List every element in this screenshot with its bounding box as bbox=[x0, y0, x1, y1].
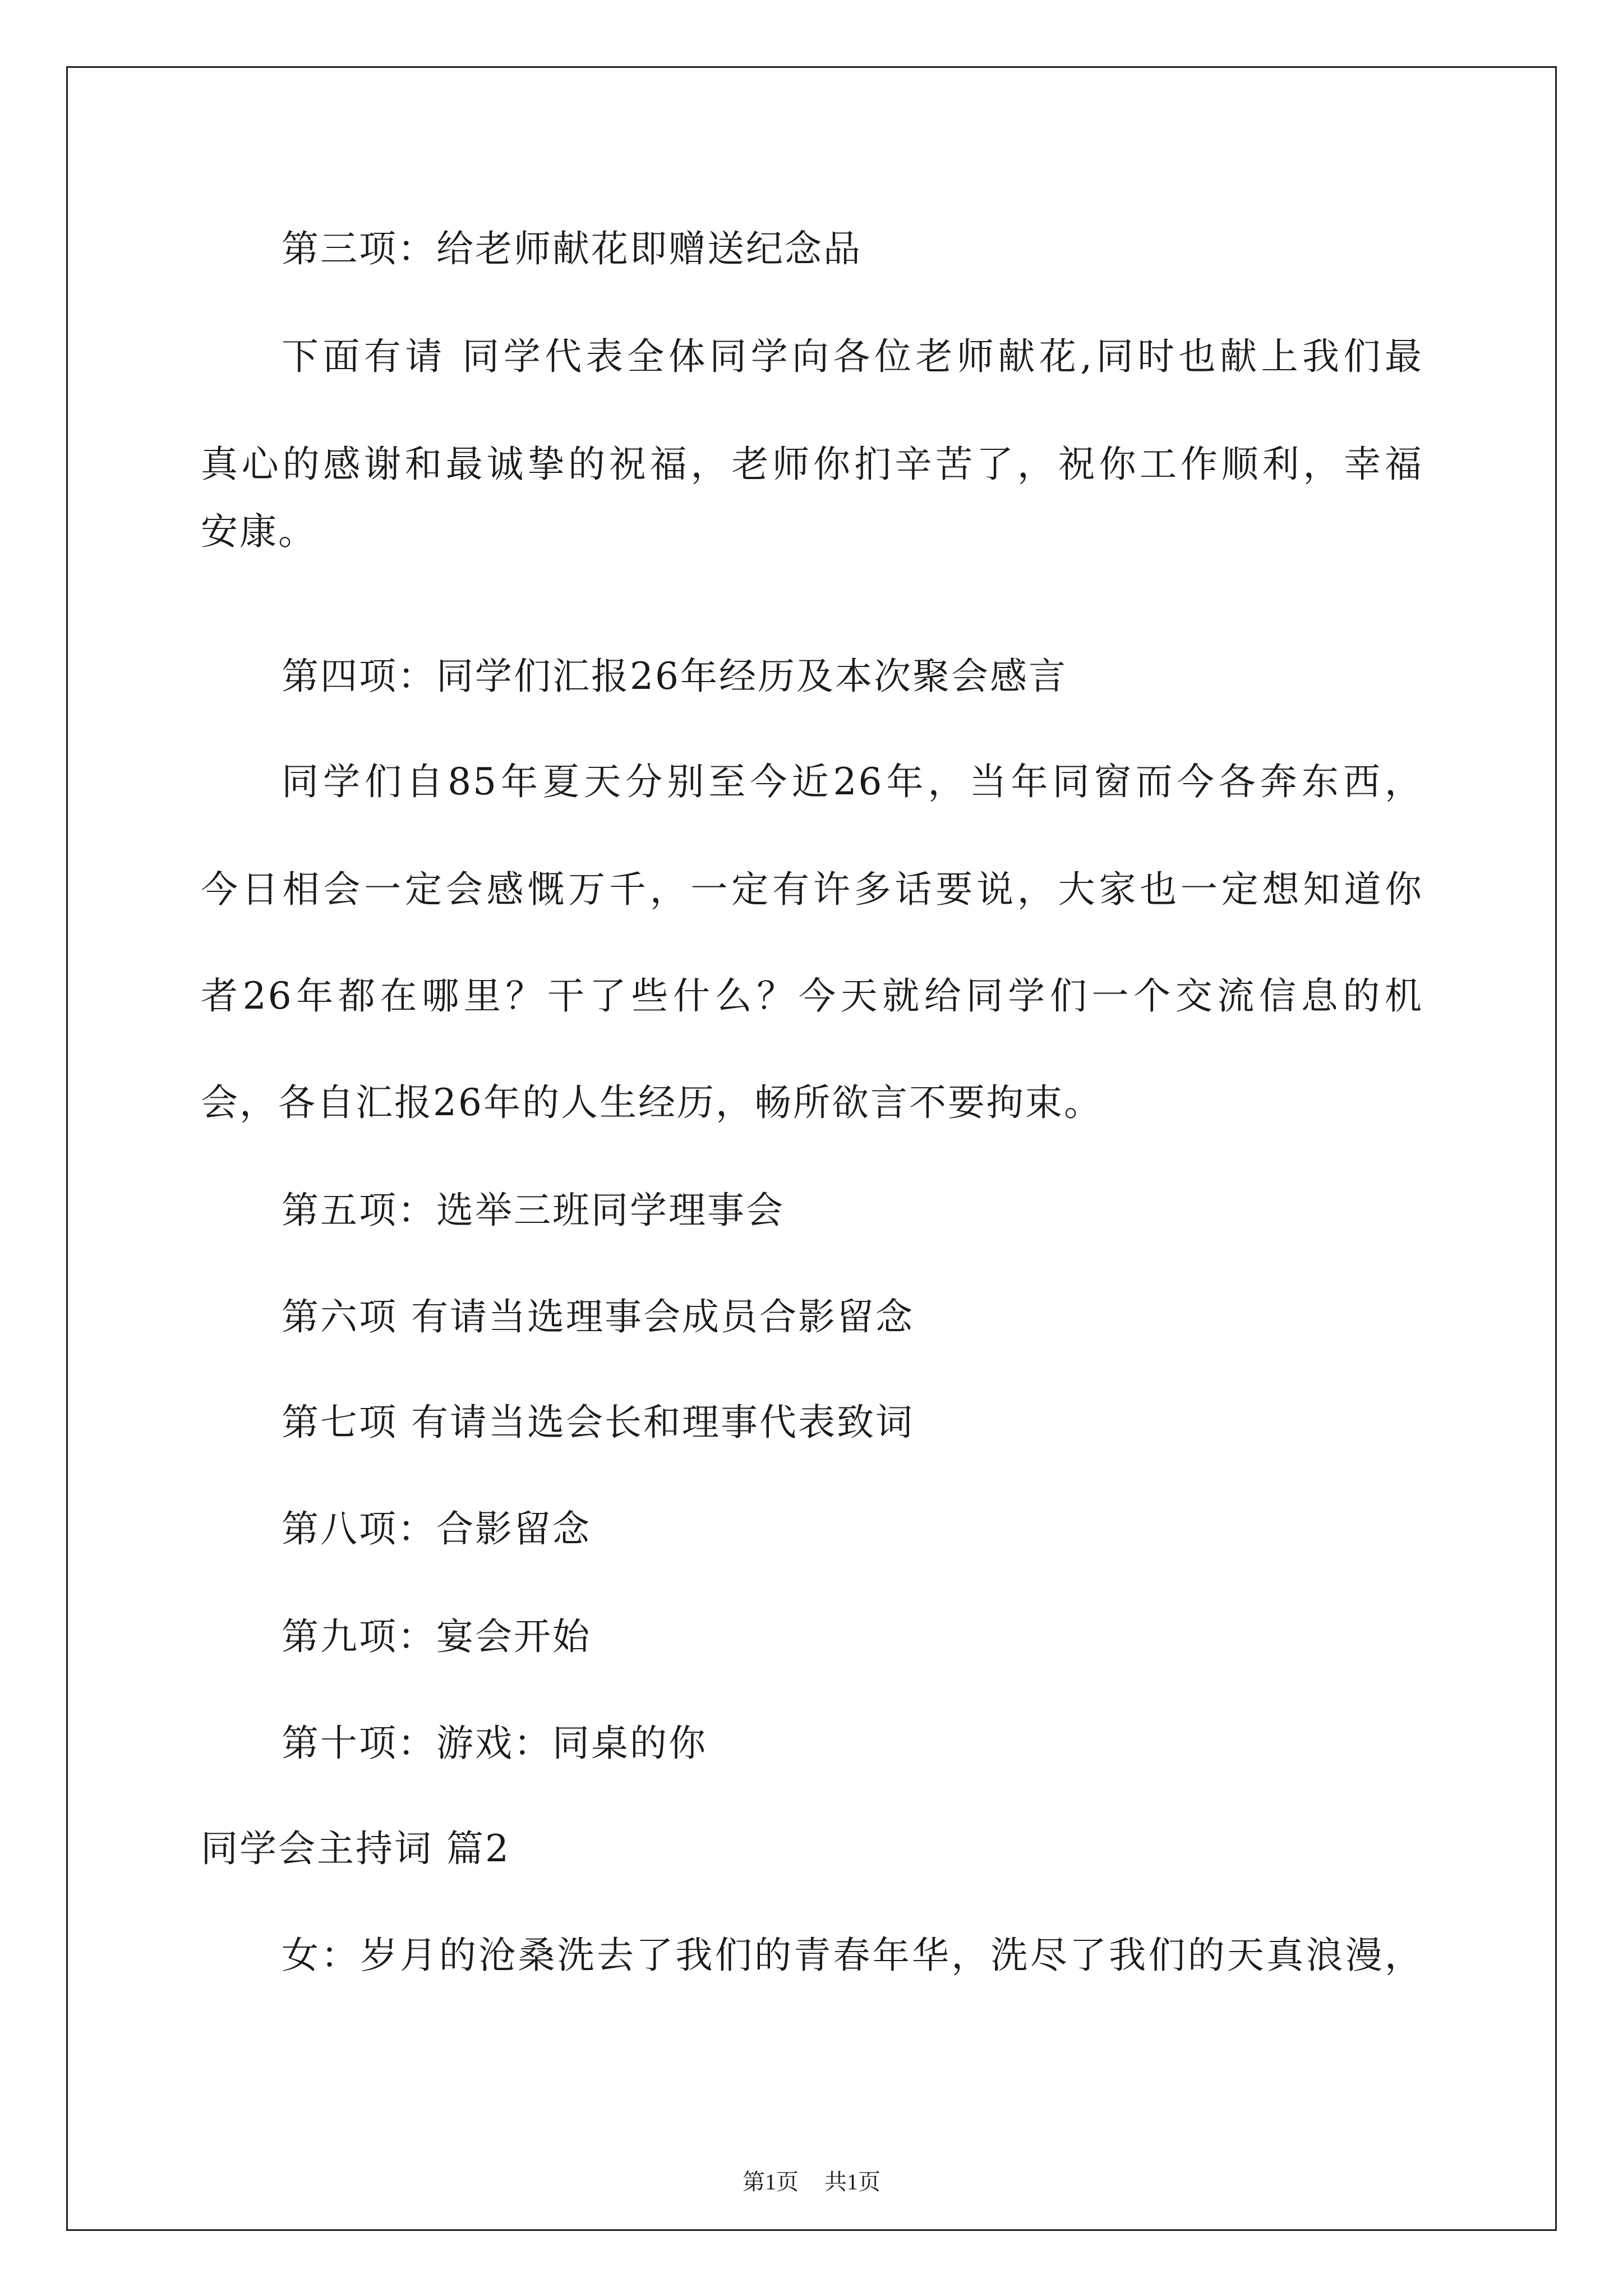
page-border bbox=[66, 66, 1557, 2231]
agenda-item-5: 第五项：选举三班同学理事会 bbox=[282, 1189, 785, 1232]
agenda-item-3: 第三项：给老师献花即赠送纪念品 bbox=[282, 227, 862, 270]
paragraph-line: 会，各自汇报26年的人生经历，畅所欲言不要拘束。 bbox=[201, 1081, 1103, 1124]
agenda-item-6: 第六项 有请当选理事会成员合影留念 bbox=[282, 1295, 914, 1338]
paragraph-line: 者26年都在哪里？干了些什么？今天就给同学们一个交流信息的机 bbox=[201, 974, 1423, 1018]
page-footer bbox=[0, 2168, 1623, 2196]
agenda-item-7: 第七项 有请当选会长和理事代表致词 bbox=[282, 1401, 914, 1444]
paragraph-line: 安康。 bbox=[201, 510, 317, 553]
agenda-item-4: 第四项：同学们汇报26年经历及本次聚会感言 bbox=[282, 655, 1067, 698]
paragraph-line: 今日相会一定会感慨万千，一定有许多话要说，大家也一定想知道你 bbox=[201, 868, 1423, 911]
paragraph-line: 真心的感谢和最诚挚的祝福，老师你扪辛苦了，祝你工作顺利，幸福 bbox=[201, 443, 1423, 486]
page-number-current: 第1页 bbox=[743, 2169, 799, 2194]
agenda-item-8: 第八项：合影留念 bbox=[282, 1507, 591, 1550]
paragraph-line: 下面有请 同学代表全体同学向各位老师献花,同时也献上我们最 bbox=[282, 335, 1423, 378]
agenda-item-9: 第九项：宴会开始 bbox=[282, 1615, 591, 1658]
section-heading: 同学会主持词 篇2 bbox=[201, 1827, 510, 1870]
paragraph-line: 同学们自85年夏天分别至今近26年，当年同窗而今各奔东西， bbox=[282, 760, 1423, 803]
page-number-total: 共1页 bbox=[824, 2169, 880, 2194]
paragraph-line: 女：岁月的沧桑洗去了我们的青春年华，洗尽了我们的天真浪漫， bbox=[282, 1934, 1423, 1977]
agenda-item-10: 第十项：游戏：同桌的你 bbox=[282, 1722, 707, 1765]
